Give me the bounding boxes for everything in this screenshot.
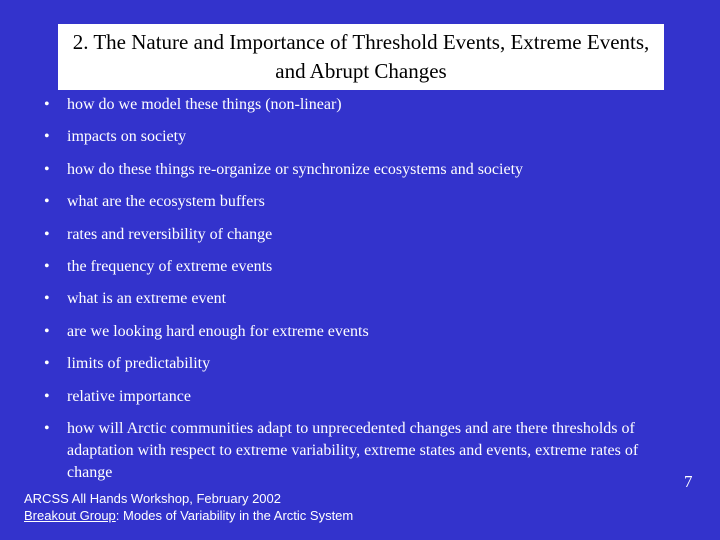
- bullet-marker: •: [44, 193, 50, 211]
- bullet-item: • rates and reversibility of change: [44, 224, 664, 246]
- bullet-marker: •: [44, 355, 50, 373]
- bullet-marker: •: [44, 290, 50, 308]
- bullet-item: • what is an extreme event: [44, 288, 664, 310]
- bullet-marker: •: [44, 257, 50, 275]
- bullet-item: • how will Arctic communities adapt to unprecedented changes and are there thresholds of adaptation with respect to extreme variability, extreme states and events, extreme rates of change: [44, 419, 639, 481]
- bullet-marker: •: [44, 96, 50, 113]
- footer-breakout-label: Breakout Group: [24, 508, 116, 523]
- bullet-item: • the frequency of extreme events: [44, 256, 664, 278]
- bullet-marker: •: [44, 160, 50, 178]
- bullet-item: • how do we model these things (non-linear): [44, 94, 664, 116]
- slide-title-text: 2. The Nature and Importance of Threshold Events, Extreme Events, and Abrupt Changes: [72, 30, 650, 83]
- slide-footer: [24, 490, 353, 524]
- footer-breakout-text: : Modes of Variability in the Arctic System: [115, 508, 354, 523]
- bullet-list: [44, 94, 664, 494]
- bullet-item: • relative importance: [44, 386, 664, 408]
- bullet-marker: •: [44, 387, 50, 405]
- page-number: 7: [684, 472, 693, 491]
- bullet-item: • what are the ecosystem buffers: [44, 191, 664, 213]
- bullet-item: • impacts on society: [44, 126, 664, 148]
- bullet-marker: •: [44, 225, 50, 243]
- bullet-marker: •: [44, 322, 50, 340]
- bullet-item: • how do these things re-organize or synchronize ecosystems and society: [44, 159, 664, 181]
- footer-line-1: ARCSS All Hands Workshop, February 2002: [24, 491, 281, 506]
- footer-line-2: [24, 507, 353, 524]
- bullet-item: • limits of predictability: [44, 353, 664, 375]
- slide-title: [58, 24, 664, 90]
- bullet-marker: •: [44, 419, 50, 437]
- bullet-marker: •: [44, 128, 50, 146]
- bullet-item: • are we looking hard enough for extreme events: [44, 321, 664, 343]
